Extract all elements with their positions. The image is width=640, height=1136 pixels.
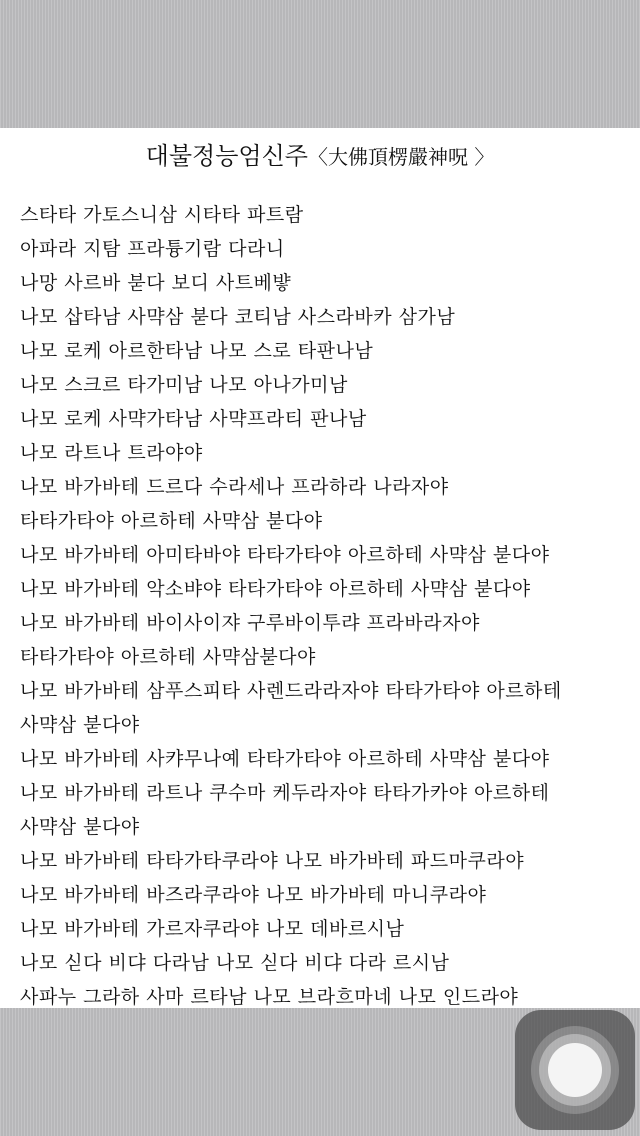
text-line: 타타가타야 아르하테 사먁삼 붇다야 <box>20 510 323 532</box>
page-title <box>0 136 640 171</box>
assistive-touch-button[interactable] <box>515 1010 635 1130</box>
top-background <box>0 0 640 128</box>
title-main: 대불정능엄신주 <box>145 142 308 170</box>
text-line: 나모 바가바테 라트나 쿠수마 케두라자야 타타가카야 아르하테 <box>20 782 550 804</box>
text-panel[interactable] <box>0 128 640 1008</box>
text-line: 나모 바가바테 바즈라쿠라야 나모 바가바테 마니쿠라야 <box>20 884 487 906</box>
text-line: 나모 바가바테 바이사이쟈 구루바이투랴 프라바라자야 <box>20 612 480 634</box>
text-line: 나모 바가바테 악소뱌야 타타가타야 아르하테 사먁삼 붇다야 <box>20 578 531 600</box>
text-line: 나모 삽타남 사먁삼 붇다 코티남 사스라바카 삼가남 <box>20 306 456 328</box>
text-line: 사파누 그라하 사마 르타남 나모 브라흐마네 나모 인드라야 <box>20 986 519 1008</box>
text-line: 나모 스크르 타가미남 나모 아나가미남 <box>20 374 348 396</box>
text-line: 나모 바가바테 사캬무나예 타타가타야 아르하테 사먁삼 붇다야 <box>20 748 550 770</box>
text-line: 나모 바가바테 드르다 수라세나 프라하라 나라자야 <box>20 476 449 498</box>
text-line: 사먁삼 붇다야 <box>20 816 140 838</box>
text-line: 나모 바가바테 가르자쿠라야 나모 데바르시남 <box>20 918 405 940</box>
text-line: 나망 사르바 붇다 보디 사트베뱧 <box>20 272 292 294</box>
text-lines <box>20 198 630 1008</box>
text-line: 나모 라트나 트라야야 <box>20 442 203 464</box>
text-line: 나모 바가바테 타타가타쿠라야 나모 바가바테 파드마쿠라야 <box>20 850 525 872</box>
text-line: 나모 로케 사먁가타남 사먁프라티 판나남 <box>20 408 367 430</box>
text-line: 나모 싣다 비댜 다라남 나모 싣다 비댜 다라 르시남 <box>20 952 450 974</box>
text-line: 스타타 가토스니삼 시타타 파트람 <box>20 204 304 226</box>
text-line: 나모 로케 아르한타남 나모 스로 타판나남 <box>20 340 374 362</box>
title-subtitle: 〈大佛頂楞嚴神呪 〉 <box>307 145 495 169</box>
text-line: 아파라 지탐 프라튱기람 다라니 <box>20 238 285 260</box>
text-line: 사먁삼 붇다야 <box>20 714 140 736</box>
text-line: 나모 바가바테 아미타바야 타타가타야 아르하테 사먁삼 붇다야 <box>20 544 550 566</box>
text-line: 타타가타야 아르하테 사먁삼붇다야 <box>20 646 316 668</box>
text-line: 나모 바가바테 삼푸스피타 사렌드라라자야 타타가타야 아르하테 <box>20 680 562 702</box>
assistive-center-dot-icon <box>548 1043 602 1097</box>
